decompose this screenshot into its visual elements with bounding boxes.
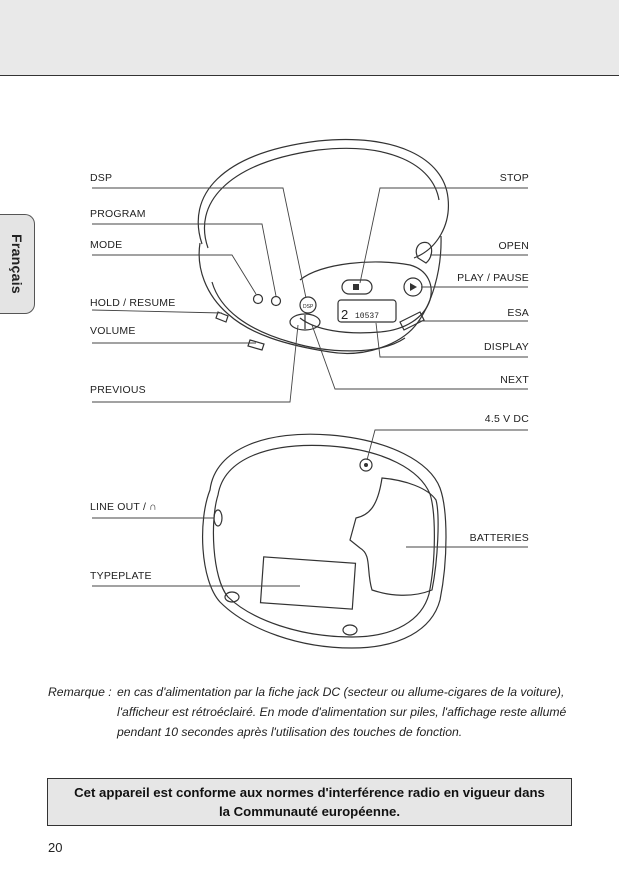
conformity-notice <box>47 778 572 826</box>
hold-leader <box>92 310 222 313</box>
dsp-leader <box>92 188 306 298</box>
top-device-lid <box>198 140 448 258</box>
label-play-pause: PLAY / PAUSE <box>457 272 529 284</box>
label-open: OPEN <box>498 240 529 252</box>
label-dc: 4.5 V DC <box>484 413 529 425</box>
label-stop: STOP <box>499 172 529 184</box>
mode-leader <box>92 255 256 294</box>
volume-wheel-shape <box>248 340 264 350</box>
label-display: DISPLAY <box>484 341 529 353</box>
dsp-button-text: DSP <box>303 304 314 310</box>
hold-slider-shape <box>216 312 228 322</box>
label-dsp: DSP <box>90 172 113 184</box>
label-hold-resume: HOLD / RESUME <box>90 297 176 309</box>
label-program: PROGRAM <box>90 208 146 220</box>
label-volume: VOLUME <box>90 325 136 337</box>
typeplate-shape <box>261 557 356 609</box>
remark-label: Remarque : <box>48 685 112 699</box>
remark-text: en cas d'alimentation par la fiche jack DC (secteur ou allume-cigares de la voiture), l'afficheur est rétroéclairé. En mode d'alimentation sur piles, l'affichage reste allumé pendant 10 secondes après l'utilisation des touches de fonction. <box>117 685 567 739</box>
lcd-small-text: 10537 <box>355 312 380 321</box>
label-next: NEXT <box>500 374 529 386</box>
top-device-body <box>199 236 441 353</box>
conformity-notice-text: Cet appareil est conforme aux normes d'interférence radio en vigueur dans la Communauté européenne. <box>74 785 545 819</box>
bottom-device-body <box>203 434 446 648</box>
mode-button-shape <box>254 295 263 304</box>
label-esa: ESA <box>507 307 529 319</box>
bottom-device-inner <box>213 445 434 637</box>
stop-leader <box>360 188 528 283</box>
language-tab-label: Français <box>9 234 25 294</box>
label-previous: PREVIOUS <box>90 384 146 396</box>
label-typeplate: TYPEPLATE <box>90 570 152 582</box>
program-leader <box>92 224 276 296</box>
lcd-readout-text: 2 <box>341 307 349 322</box>
label-line-out: LINE OUT / ∩ <box>90 501 157 513</box>
page-number: 20 <box>48 840 63 855</box>
program-button-shape <box>272 297 281 306</box>
label-mode: MODE <box>90 239 123 251</box>
label-batteries: BATTERIES <box>469 532 529 544</box>
dc-leader <box>367 430 528 460</box>
line-out-socket-shape <box>214 510 222 526</box>
battery-cover <box>350 478 438 595</box>
